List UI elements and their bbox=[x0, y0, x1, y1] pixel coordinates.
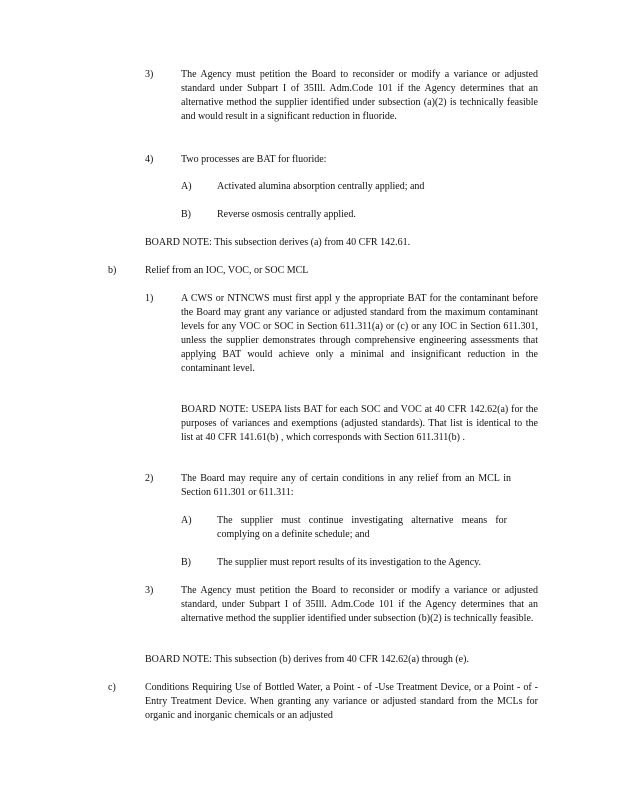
item-number: B) bbox=[181, 209, 191, 220]
board-note-usepa-bat: BOARD NOTE: USEPA lists BAT for each SOC and VOC at 40 CFR 142.62(a) for the purposes of variances and exemptions (adjusted standards). That list is identical to the list at 40 CFR 141.61(b) , which corresponds with Section 611.311(b) . bbox=[181, 404, 538, 443]
item-number: A) bbox=[181, 515, 192, 526]
paragraph-bottled-water-conditions: Conditions Requiring Use of Bottled Water, a Point - of -Use Treatment Device, or a Point - of -Entry Treatment Device. When granting any variance or adjusted standard from the MCLs for organic and inorganic chemicals or an adjusted bbox=[145, 682, 538, 721]
board-note-fluoride: BOARD NOTE: This subsection derives (a) from 40 CFR 142.61. bbox=[145, 237, 411, 248]
section-letter: c) bbox=[108, 682, 116, 693]
paragraph-agency-petition-relief: The Agency must petition the Board to reconsider or modify a variance or adjusted standard, under Subpart I of 35Ill. Adm.Code 101 if the Agency determines that an alternative method the supplier identified under subsection (b)(2) is technically feasible. bbox=[181, 585, 538, 624]
section-letter: b) bbox=[108, 265, 117, 276]
board-note-relief: BOARD NOTE: This subsection (b) derives from 40 CFR 142.62(a) through (e). bbox=[145, 654, 469, 665]
paragraph-report-results: The supplier must report results of its investigation to the Agency. bbox=[217, 557, 482, 568]
item-number: A) bbox=[181, 181, 192, 192]
item-number: 2) bbox=[145, 473, 154, 484]
paragraph-continue-investigating: The supplier must continue investigating alternative means for complying on a definite schedule; and bbox=[217, 515, 507, 540]
item-number: 1) bbox=[145, 293, 154, 304]
paragraph-apply-bat: A CWS or NTNCWS must first appl y the appropriate BAT for the contaminant before the Board may grant any variance or adjusted standard from the maximum contaminant levels for any VOC or SOC in Section 611.311(a) or (c) or any IOC in Section 611.301, unless the supplier demonstrates through comprehensive engineering assessments that applying BAT would achieve only a minimal and insignificant reduction in the contaminant level. bbox=[181, 293, 538, 374]
paragraph-agency-petition-fluoride: The Agency must petition the Board to reconsider or modify a variance or adjusted standard under Subpart I of 35Ill. Adm.Code 101 if the Agency determines that an alternative method the supplier identified under subsection (a)(2) is technically feasible and would result in a significant reduction in fluoride. bbox=[181, 69, 538, 122]
item-number: B) bbox=[181, 557, 191, 568]
item-number: 4) bbox=[145, 154, 154, 165]
paragraph-board-conditions: The Board may require any of certain conditions in any relief from an MCL in Section 611.301 or 611.311: bbox=[181, 473, 511, 498]
paragraph-reverse-osmosis: Reverse osmosis centrally applied. bbox=[217, 209, 356, 220]
item-number: 3) bbox=[145, 585, 154, 596]
paragraph-bat-fluoride: Two processes are BAT for fluoride: bbox=[181, 154, 327, 165]
item-number: 3) bbox=[145, 69, 154, 80]
paragraph-activated-alumina: Activated alumina absorption centrally applied; and bbox=[217, 181, 425, 192]
section-heading-relief: Relief from an IOC, VOC, or SOC MCL bbox=[145, 265, 309, 276]
